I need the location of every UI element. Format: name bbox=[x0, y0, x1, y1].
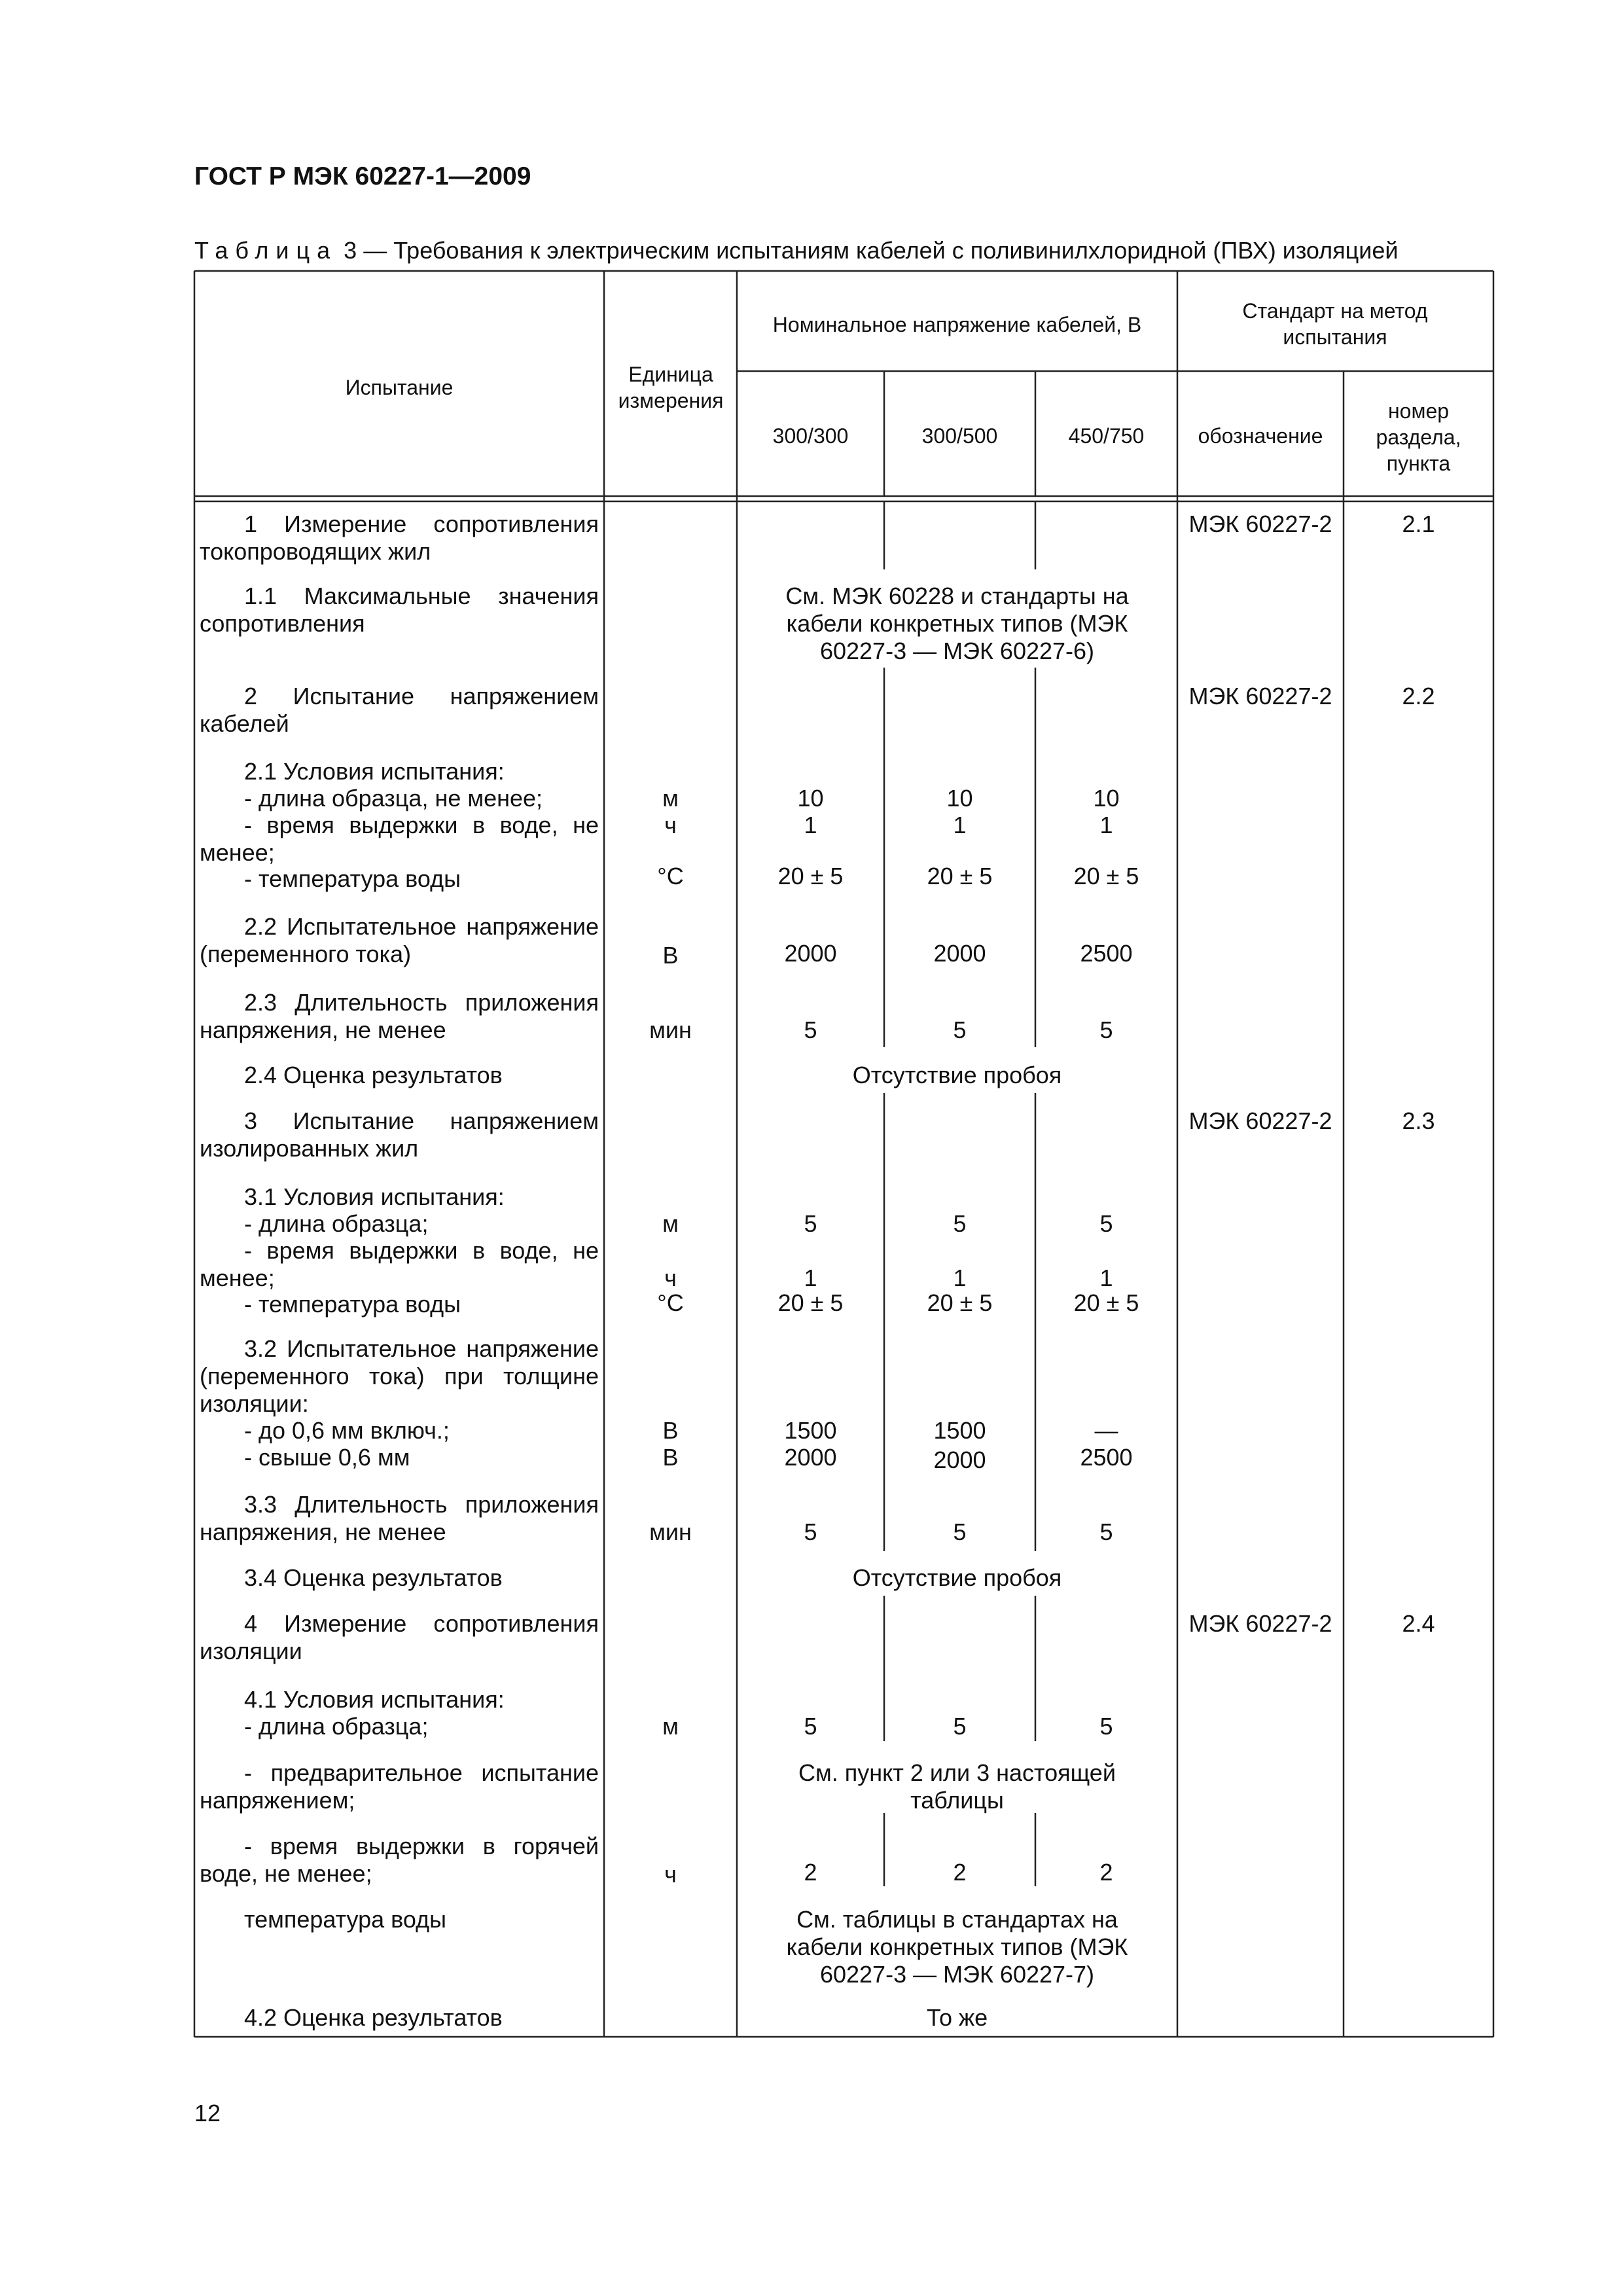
row-3-1-item: - температура воды bbox=[244, 1291, 461, 1318]
row-3-2-v3: — bbox=[1094, 1417, 1118, 1444]
header-v1: 300/300 bbox=[772, 424, 849, 448]
row-3-2-unit: В bbox=[662, 1444, 679, 1471]
row-4-2-test: 4.2 Оценка результатов bbox=[244, 2004, 503, 2031]
row-4-1c-unit: ч bbox=[664, 1861, 677, 1888]
table-caption bbox=[194, 237, 1399, 264]
row-3-1-v1: 20 ± 5 bbox=[777, 1289, 844, 1316]
row-3-2-v3: 2500 bbox=[1080, 1444, 1133, 1471]
row-1-1-test: 1.1 Максимальные значения сопротивления bbox=[200, 583, 599, 637]
row-2-1-v3: 20 ± 5 bbox=[1073, 863, 1139, 889]
row-4-1c-test: - время выдержки в горячей воде, не менее; bbox=[200, 1833, 599, 1887]
row-4-1-unit: м bbox=[662, 1713, 679, 1740]
row-2-1-unit: ч bbox=[664, 812, 677, 838]
row-4-1-v1: 5 bbox=[804, 1713, 817, 1740]
table-caption-text: 3 — Требования к электрическим испытаниям кабелей с поливинилхлоридной (ПВХ) изоляцией bbox=[344, 237, 1399, 264]
row-1-std: МЭК 60227-2 bbox=[1188, 511, 1332, 537]
row-3-1-v2: 20 ± 5 bbox=[927, 1289, 993, 1316]
row-3-3-test: 3.3 Длительность приложения напряжения, не менее bbox=[200, 1491, 599, 1545]
row-3-1-title: 3.1 Условия испытания: bbox=[244, 1183, 505, 1210]
row-4-1d-note: См. таблицы в стандартах на кабели конкретных типов (МЭК 60227-3 — МЭК 60227-7) bbox=[786, 1906, 1128, 1988]
row-3-3-v2: 5 bbox=[953, 1518, 967, 1545]
row-4-2-note: То же bbox=[926, 2004, 988, 2031]
row-2-1-v2: 1 bbox=[953, 812, 967, 838]
row-2-std: МЭК 60227-2 bbox=[1188, 683, 1332, 709]
row-3-2-unit: В bbox=[662, 1417, 679, 1444]
header-v3: 450/750 bbox=[1068, 424, 1145, 448]
row-3-2-v2: 1500 bbox=[933, 1417, 986, 1444]
header-std-group: Стандарт на метод испытания bbox=[1242, 299, 1428, 349]
row-2-1-v2: 20 ± 5 bbox=[927, 863, 993, 889]
row-3-2-item: - до 0,6 мм включ.; bbox=[244, 1417, 450, 1444]
row-2-1-v3: 1 bbox=[1099, 812, 1113, 838]
row-2-section: 2.2 bbox=[1402, 683, 1435, 709]
header-voltage-group: Номинальное напряжение кабелей, В bbox=[772, 313, 1142, 336]
row-2-2-v1: 2000 bbox=[784, 940, 837, 967]
row-1-section: 2.1 bbox=[1402, 511, 1435, 537]
row-2-1-item: - время выдержки в воде, не менее; bbox=[200, 812, 599, 866]
row-4-1b-test: - предварительное испытание напряжением; bbox=[200, 1759, 599, 1814]
header-test: Испытание bbox=[345, 376, 454, 399]
row-3-1-v2: 5 bbox=[953, 1210, 967, 1237]
row-3-4-note: Отсутствие пробоя bbox=[852, 1564, 1062, 1591]
row-2-3-unit: мин bbox=[649, 1016, 692, 1043]
row-4-std: МЭК 60227-2 bbox=[1188, 1610, 1332, 1637]
row-3-1-v1: 1 bbox=[804, 1265, 817, 1291]
row-2-4-test: 2.4 Оценка результатов bbox=[244, 1062, 503, 1088]
row-3-test: 3 Испытание напряжением изолированных жил bbox=[200, 1107, 599, 1162]
row-2-1-v1: 1 bbox=[804, 812, 817, 838]
row-3-1-unit: °С bbox=[657, 1289, 684, 1316]
row-3-2-item: - свыше 0,6 мм bbox=[244, 1444, 410, 1471]
row-2-4-note: Отсутствие пробоя bbox=[852, 1062, 1062, 1088]
row-3-3-v3: 5 bbox=[1099, 1518, 1113, 1545]
row-3-1-v3: 5 bbox=[1099, 1210, 1113, 1237]
header-unit: Единица измерения bbox=[618, 363, 724, 412]
row-2-2-v2: 2000 bbox=[933, 940, 986, 967]
row-2-3-v2: 5 bbox=[953, 1016, 967, 1043]
row-3-4-test: 3.4 Оценка результатов bbox=[244, 1564, 503, 1591]
row-3-3-v1: 5 bbox=[804, 1518, 817, 1545]
row-4-1-item: - длина образца; bbox=[244, 1713, 429, 1740]
row-2-1-v1: 10 bbox=[797, 785, 824, 812]
row-2-test: 2 Испытание напряжением кабелей bbox=[200, 683, 599, 737]
row-3-3-unit: мин bbox=[649, 1518, 692, 1545]
row-4-section: 2.4 bbox=[1402, 1610, 1435, 1637]
row-3-section: 2.3 bbox=[1402, 1107, 1435, 1134]
row-4-1c-v3: 2 bbox=[1099, 1859, 1113, 1886]
row-4-test: 4 Измерение сопротивления изоляции bbox=[200, 1610, 599, 1664]
row-4-1-title: 4.1 Условия испытания: bbox=[244, 1686, 505, 1713]
row-2-1-title: 2.1 Условия испытания: bbox=[244, 758, 505, 785]
row-4-1-v3: 5 bbox=[1099, 1713, 1113, 1740]
row-3-2-v1: 2000 bbox=[784, 1444, 837, 1471]
row-3-1-item: - время выдержки в воде, не менее; bbox=[200, 1237, 599, 1291]
row-2-2-v3: 2500 bbox=[1080, 940, 1133, 967]
row-2-3-v1: 5 bbox=[804, 1016, 817, 1043]
row-2-1-item: - длина образца, не менее; bbox=[244, 785, 543, 812]
header-std-designation: обозначение bbox=[1198, 424, 1323, 448]
row-2-1-v2: 10 bbox=[946, 785, 973, 812]
row-4-1d-test: температура воды bbox=[244, 1906, 446, 1933]
page-number: 12 bbox=[194, 2100, 221, 2126]
row-1-test: 1 Измерение сопротивления токопроводящих жил bbox=[200, 511, 599, 565]
row-3-std: МЭК 60227-2 bbox=[1188, 1107, 1332, 1134]
row-2-1-item: - температура воды bbox=[244, 865, 461, 892]
header-std-section: номер раздела, пункта bbox=[1376, 399, 1461, 475]
row-2-3-test: 2.3 Длительность приложения напряжения, не менее bbox=[200, 989, 599, 1043]
row-1-1-note: См. МЭК 60228 и стандарты на кабели конкретных типов (МЭК 60227-3 — МЭК 60227-6) bbox=[785, 583, 1129, 664]
row-2-1-v3: 10 bbox=[1093, 785, 1120, 812]
row-2-1-unit: м bbox=[662, 785, 679, 812]
row-2-2-test: 2.2 Испытательное напряжение (переменного тока) bbox=[200, 913, 599, 967]
row-2-2-unit: В bbox=[662, 942, 679, 969]
row-3-2-v2: 2000 bbox=[933, 1446, 986, 1473]
row-3-1-v3: 1 bbox=[1099, 1265, 1113, 1291]
row-3-1-unit: ч bbox=[664, 1265, 677, 1291]
document-header: ГОСТ Р МЭК 60227-1—2009 bbox=[194, 162, 531, 190]
row-3-2-v1: 1500 bbox=[784, 1417, 837, 1444]
row-4-1c-v2: 2 bbox=[953, 1859, 967, 1886]
row-2-3-v3: 5 bbox=[1099, 1016, 1113, 1043]
row-3-1-v3: 20 ± 5 bbox=[1073, 1289, 1139, 1316]
row-2-1-v1: 20 ± 5 bbox=[777, 863, 844, 889]
row-3-1-item: - длина образца; bbox=[244, 1210, 429, 1237]
row-4-1-v2: 5 bbox=[953, 1713, 967, 1740]
header-v2: 300/500 bbox=[921, 424, 998, 448]
row-4-1b-note: См. пункт 2 или 3 настоящей таблицы bbox=[798, 1759, 1116, 1814]
table-caption-word: Таблица bbox=[194, 237, 338, 264]
row-3-2-title: 3.2 Испытательное напряжение (переменного тока) при толщине изоляции: bbox=[200, 1335, 599, 1417]
row-2-1-unit: °С bbox=[657, 863, 684, 889]
row-4-1c-v1: 2 bbox=[804, 1859, 817, 1886]
row-3-1-unit: м bbox=[662, 1210, 679, 1237]
row-3-1-v2: 1 bbox=[953, 1265, 967, 1291]
row-3-1-v1: 5 bbox=[804, 1210, 817, 1237]
